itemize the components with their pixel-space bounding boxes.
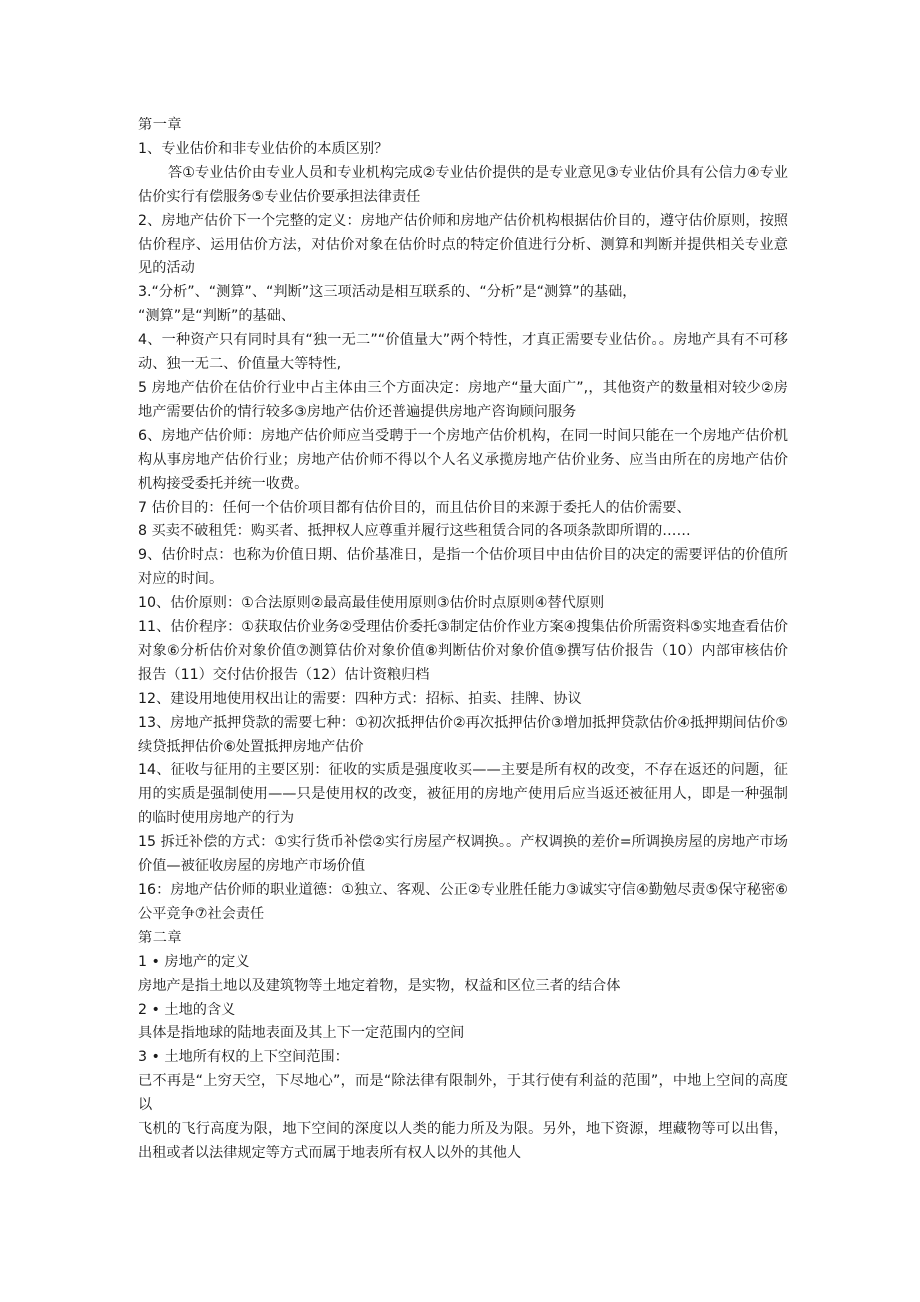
ch2-text-2: 具体是指地球的陆地表面及其上下一定范围内的空间 [138, 1025, 465, 1042]
ch2-heading-1: 1 • 房地产的定义 [138, 953, 250, 970]
ch1-item-14: 14、征收与征用的主要区别：征收的实质是强度收买——主要是所有权的改变，不存在返还的问题，征用的实质是强制使用——只是使用权的改变，被征用的房地产使用后应当返还被征用人，即是一种强制的临时使用房地产的行为 [138, 762, 788, 827]
ch1-item-5: 5 房地产估价在估价行业中占主体由三个方面决定：房地产“量大面广”,，其他资产的数量相对较少②房地产需要估价的情行较多③房地产估价还普遍提供房地产咨询顾问服务 [138, 379, 788, 420]
ch2-text-3: 已不再是“上穷天空，下尽地心”，而是“除法律有限制外，于其行使有利益的范围”，中地上空间的高度以 [138, 1073, 788, 1114]
chapter-2-title: 第二章 [138, 929, 183, 946]
ch2-text-1: 房地产是指土地以及建筑物等土地定着物，是实物，权益和区位三者的结合体 [138, 977, 621, 994]
ch1-item-3-cont: “测算”是“判断”的基础、 [138, 308, 296, 325]
ch1-item-6: 6、房地产估价师：房地产估价师应当受聘于一个房地产估价机构，在同一时间只能在一个房地产估价机构从事房地产估价行业；房地产估价师不得以个人名义承揽房地产估价业务、应当由所在的房地产估价机构接受委托并统一收费。 [138, 427, 788, 492]
ch1-item-3: 3.“分析”、“测算”、“判断”这三项活动是相互联系的、“分析”是“测算”的基础， [138, 284, 637, 301]
document-page [138, 114, 788, 1166]
ch1-item-10: 10、估价原则：①合法原则②最高最佳使用原则③估价时点原则④替代原则 [138, 595, 605, 612]
ch1-item-11: 11、估价程序：①获取估价业务②受理估价委托③制定估价作业方案④搜集估价所需资料⑤实地查看估价对象⑥分析估价对象价值⑦测算估价对象价值⑧判断估价对象价值⑨撰写估价报告（10）内部审核估价报告（11）交付估价报告（12）估计资粮归档 [138, 619, 788, 683]
ch2-heading-2: 2 • 土地的含义 [138, 1001, 236, 1018]
ch1-item-4: 4、一种资产只有同时具有“独一无二”“价值量大”两个特性，才真正需要专业估价。。房地产具有不可移动、独一无二、价值量大等特性, [138, 332, 788, 373]
ch1-item-12: 12、建设用地使用权出让的需要：四种方式：招标、拍卖、挂牌、协议 [138, 690, 582, 707]
ch1-item-7: 7 估价目的：任何一个估价项目都有估价目的，而且估价目的来源于委托人的估价需要、 [138, 499, 691, 516]
chapter-1-title: 第一章 [138, 117, 183, 133]
ch1-item-2: 2、房地产估价下一个完整的定义：房地产估价师和房地产估价机构根据估价目的，遵守估价原则，按照估价程序、运用估价方法，对估价对象在估价时点的特定价值进行分析、测算和判断并提供相关专业意见的活动 [138, 212, 788, 277]
ch1-item-9: 9、估价时点：也称为价值日期、估价基准日，是指一个估价项目中由估价目的决定的需要评估的价值所对应的时间。 [138, 547, 788, 588]
ch2-heading-3: 3 • 土地所有权的上下空间范围： [138, 1049, 349, 1066]
ch1-item-16: 16：房地产估价师的职业道德：①独立、客观、公正②专业胜任能力③诚实守信④勤勉尽责⑤保守秘密⑥公平竞争⑦社会责任 [138, 882, 788, 922]
ch1-item-13: 13、房地产抵押贷款的需要七种：①初次抵押估价②再次抵押估价③增加抵押贷款估价④抵押期间估价⑤续贷抵押估价⑥处置抵押房地产估价 [138, 714, 788, 755]
ch1-item-1: 1、专业估价和非专业估价的本质区别？ [138, 140, 389, 157]
ch1-item-8: 8 买卖不破租凭：购买者、抵押权人应尊重并履行这些租赁合同的各项条款即所谓的…… [138, 523, 691, 540]
ch2-text-4: 飞机的飞行高度为限，地下空间的深度以人类的能力所及为限。另外，地下资源，埋藏物等可以出售，出租或者以法律规定等方式而属于地表所有权人以外的其他人 [138, 1121, 788, 1161]
ch1-item-15: 15 拆迁补偿的方式：①实行货币补偿②实行房屋产权调换。。产权调换的差价=所调换房屋的房地产市场价值—被征收房屋的房地产市场价值 [138, 834, 788, 875]
ch1-answer-1: 答①专业估价由专业人员和专业机构完成②专业估价提供的是专业意见③专业估价具有公信力④专业估价实行有偿服务⑤专业估价要承担法律责任 [138, 164, 788, 205]
